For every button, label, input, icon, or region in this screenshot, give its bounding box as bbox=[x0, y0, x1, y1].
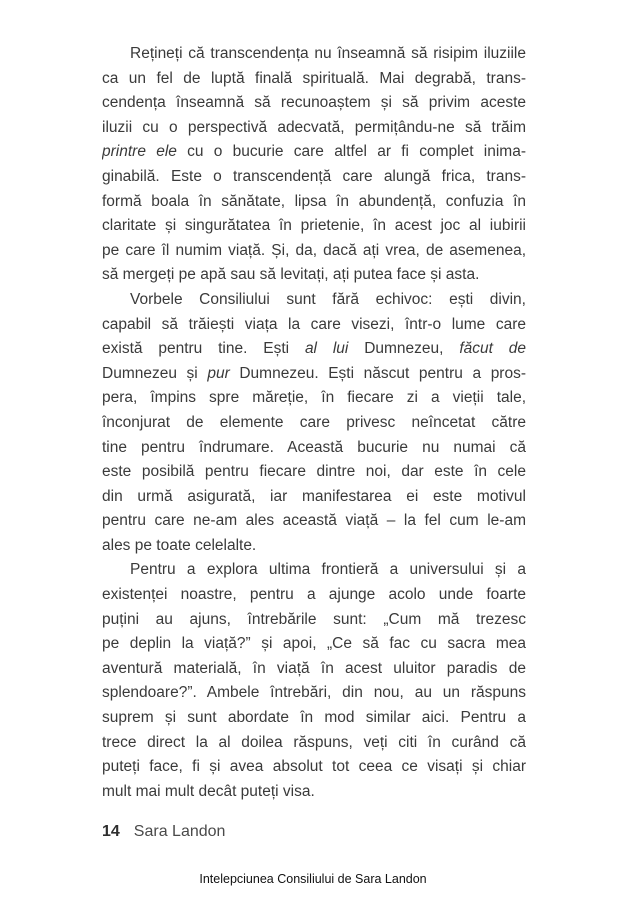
text-line bbox=[102, 436, 526, 461]
text-line bbox=[102, 583, 526, 608]
text-segment: pentru care ne-am ales această viață – la fel cum le-am bbox=[102, 512, 526, 530]
text-segment: din urmă asigurată, iar manifestarea ei este motivul bbox=[102, 487, 526, 505]
text-segment: cu o bucurie care altfel ar fi complet inima- bbox=[176, 143, 526, 161]
paragraph bbox=[102, 558, 526, 804]
text-line bbox=[102, 485, 526, 510]
text-segment: Dumnezeu și bbox=[102, 364, 208, 382]
text-line bbox=[102, 42, 526, 67]
text-segment: mult mai mult decât puteți visa. bbox=[102, 782, 315, 800]
text-segment: iluzii cu o perspectivă adecvată, permițându-ne să trăim bbox=[102, 118, 526, 136]
text-segment: Pentru a explora ultima frontieră a universului și a bbox=[130, 561, 526, 579]
text-line bbox=[102, 288, 526, 313]
paragraph bbox=[102, 288, 526, 559]
text-segment: trece direct la al doilea răspuns, veți citi în curând că bbox=[102, 733, 526, 751]
text-line bbox=[102, 140, 526, 165]
paragraph bbox=[102, 42, 526, 288]
text-segment: pe care îl numim viață. Și, da, dacă ați vrea, de asemenea, bbox=[102, 241, 526, 259]
text-segment: să mergeți pe apă sau să levitați, ați putea face și asta. bbox=[102, 266, 480, 284]
text-segment: ginabilă. Este o transcendență care alungă frica, trans- bbox=[102, 167, 526, 185]
text-segment: pe deplin la viață?” și apoi, „Ce să fac cu sacra mea bbox=[102, 635, 526, 653]
text-segment: existenței noastre, pentru a ajunge acolo unde foarte bbox=[102, 586, 526, 604]
text-segment: Dumnezeu, bbox=[348, 340, 460, 358]
text-segment: Rețineți că transcendența nu înseamnă să risipim iluziile bbox=[130, 45, 526, 62]
text-line bbox=[102, 534, 526, 559]
text-line bbox=[102, 460, 526, 485]
text-line bbox=[102, 509, 526, 534]
text-line bbox=[102, 706, 526, 731]
text-line bbox=[102, 91, 526, 116]
body-text bbox=[102, 42, 526, 804]
text-line bbox=[102, 337, 526, 362]
emphasized-text: al lui bbox=[304, 340, 349, 358]
page-number: 14 bbox=[102, 823, 120, 840]
text-line bbox=[102, 608, 526, 633]
text-line bbox=[102, 632, 526, 657]
text-segment: puteți face, fi și avea absolut tot ceea ce visați și chiar bbox=[102, 758, 526, 776]
emphasized-text: printre ele bbox=[102, 143, 177, 161]
text-line bbox=[102, 214, 526, 239]
text-line bbox=[102, 263, 526, 288]
emphasized-text: făcut de bbox=[459, 340, 526, 358]
text-segment: înconjurat de elemente care privesc neîncetat către bbox=[102, 413, 526, 431]
text-segment: capabil să trăiești viața la care visezi, într-o lume care bbox=[102, 315, 526, 333]
text-segment: claritate și singurătatea în prietenie, în acest joc al iubirii bbox=[102, 217, 526, 235]
text-segment: cendența înseamnă să recunoaștem și să privim aceste bbox=[102, 94, 526, 112]
text-line bbox=[102, 67, 526, 92]
text-segment: puțini au ajuns, întrebările sunt: „Cum mă trezesc bbox=[102, 610, 526, 628]
text-segment: tine pentru îndrumare. Această bucurie nu numai că bbox=[102, 438, 526, 456]
page-footer bbox=[102, 822, 225, 842]
text-segment: aventură materială, în viață în acest uluitor paradis de bbox=[102, 659, 526, 677]
text-line bbox=[102, 239, 526, 264]
text-segment: Dumnezeu. Ești născut pentru a pros- bbox=[229, 364, 526, 382]
text-line bbox=[102, 116, 526, 141]
text-line bbox=[102, 681, 526, 706]
text-line bbox=[102, 558, 526, 583]
text-segment: ales pe toate celelalte. bbox=[102, 536, 257, 554]
text-line bbox=[102, 165, 526, 190]
text-line bbox=[102, 313, 526, 338]
text-line bbox=[102, 780, 526, 805]
text-segment: Vorbele Consiliului sunt fără echivoc: ești divin, bbox=[130, 290, 526, 308]
emphasized-text: pur bbox=[207, 364, 230, 382]
text-segment: pera, împins spre măreție, în fiecare zi a vieții tale, bbox=[102, 389, 526, 407]
footer-author: Sara Landon bbox=[133, 823, 226, 840]
text-segment: suprem și sunt abordate în mod similar aici. Pentru a bbox=[102, 709, 526, 727]
text-line bbox=[102, 190, 526, 215]
text-line bbox=[102, 386, 526, 411]
text-line bbox=[102, 411, 526, 436]
bottom-caption: Intelepciunea Consiliului de Sara Landon bbox=[199, 872, 427, 886]
text-line bbox=[102, 731, 526, 756]
text-segment: formă boala în sănătate, lipsa în abundență, confuzia în bbox=[102, 192, 526, 210]
text-line bbox=[102, 755, 526, 780]
text-line bbox=[102, 362, 526, 387]
text-segment: splendoare?”. Ambele întrebări, din nou, au un răspuns bbox=[102, 684, 526, 702]
text-segment: este posibilă pentru fiecare dintre noi, dar este în cele bbox=[102, 463, 526, 481]
text-line bbox=[102, 657, 526, 682]
text-segment: există pentru tine. Ești bbox=[102, 340, 305, 358]
text-segment: ca un fel de luptă finală spirituală. Mai degrabă, trans- bbox=[102, 69, 526, 87]
